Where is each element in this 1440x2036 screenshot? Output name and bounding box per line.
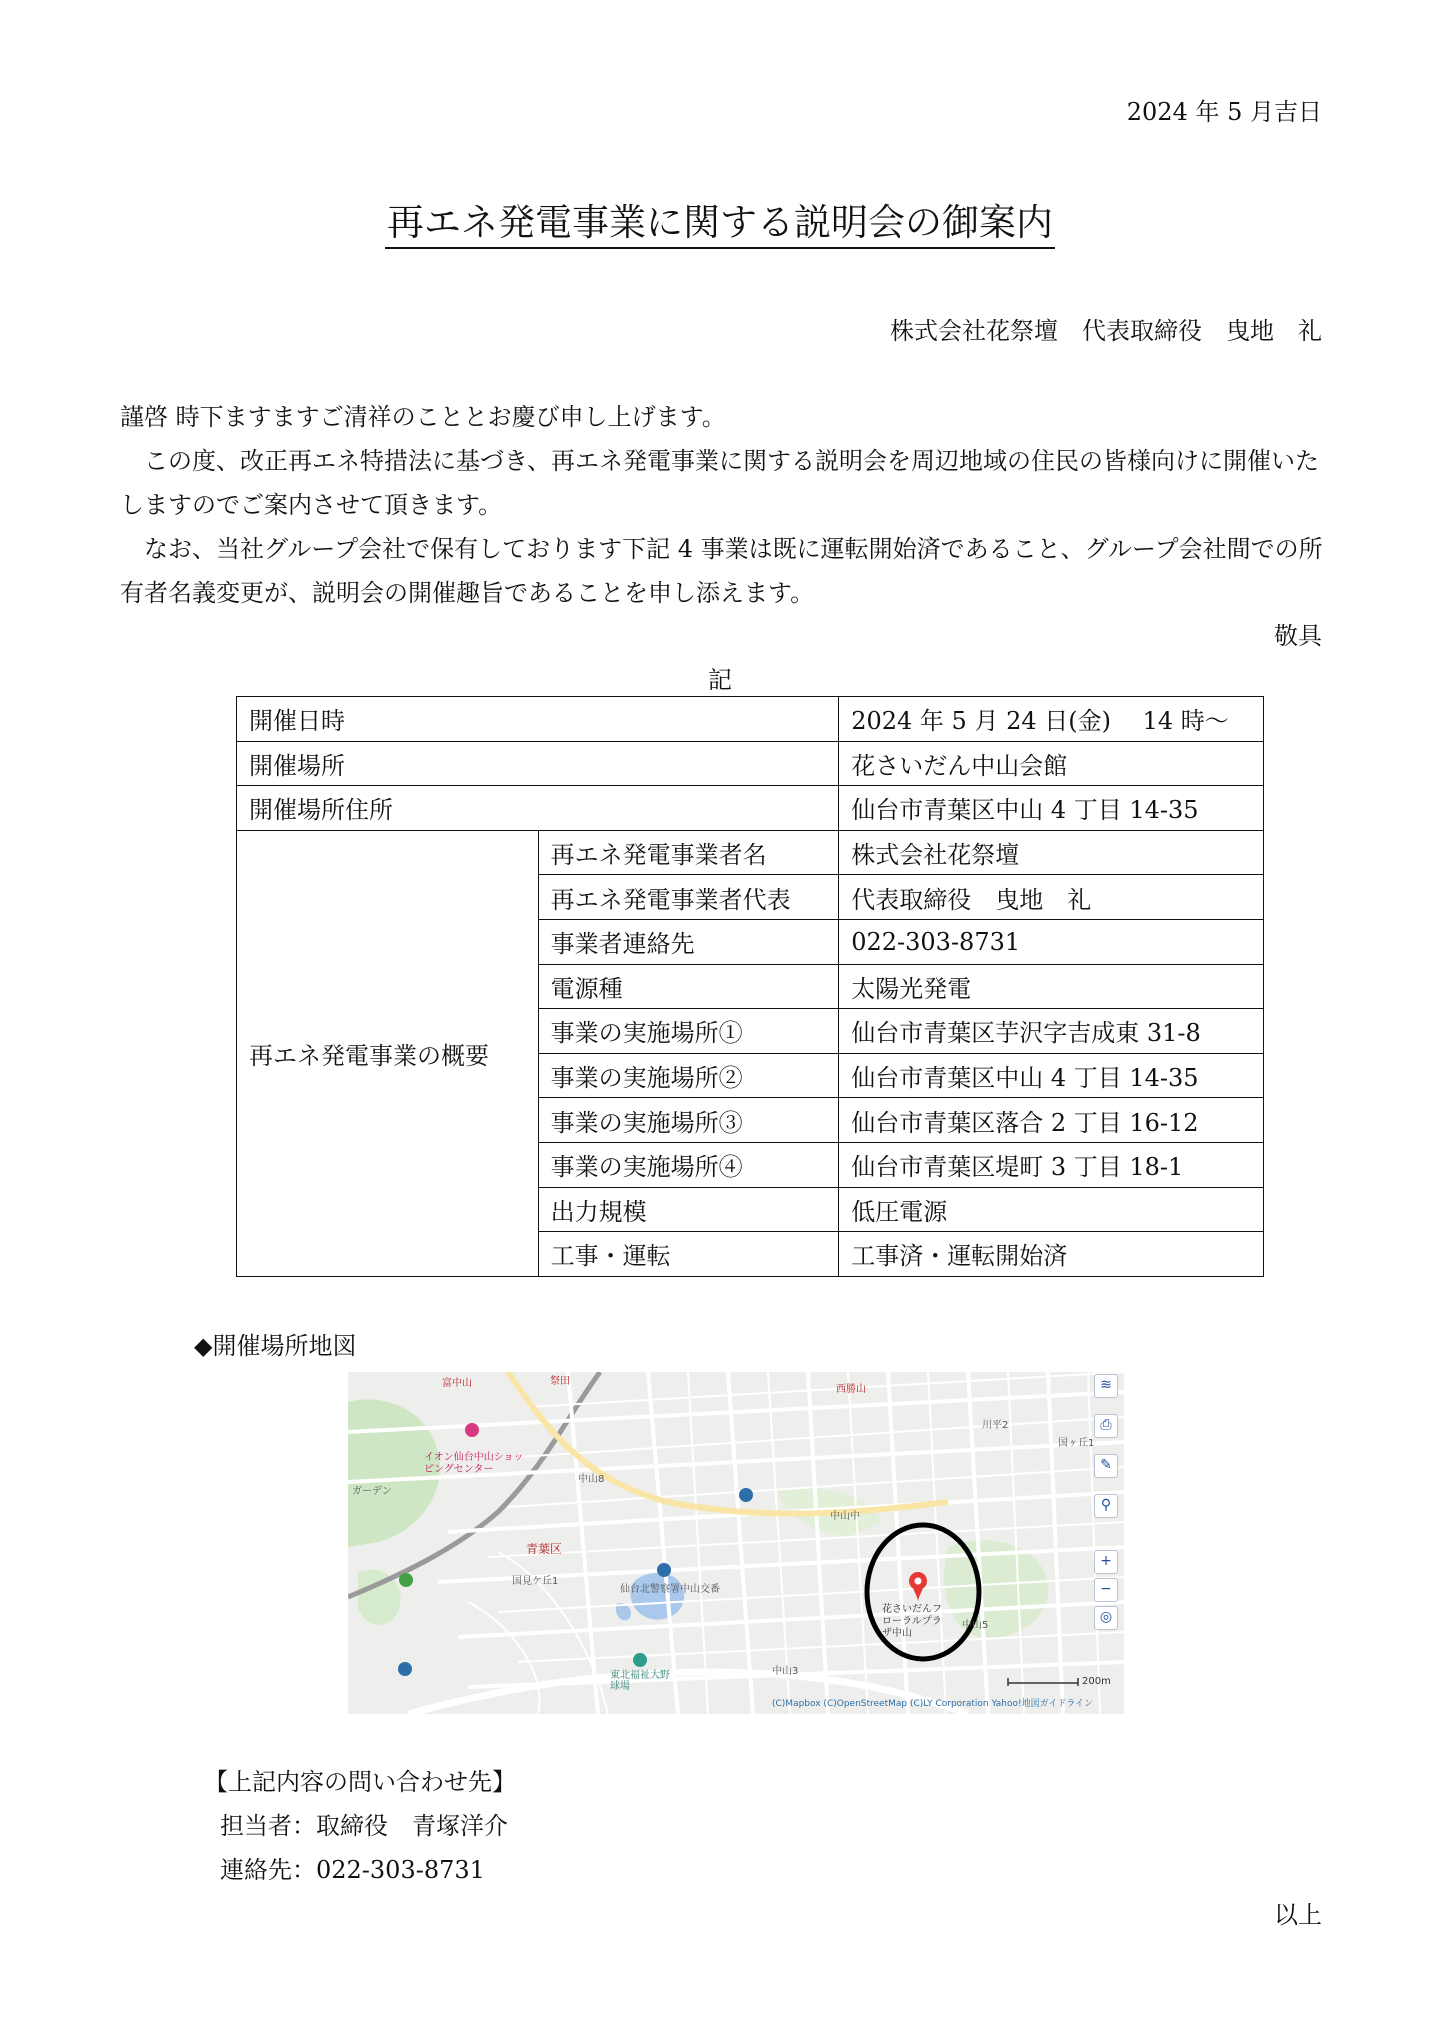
sender-name: 株式会社花祭壇 代表取締役 曳地 礼 <box>890 317 1322 345</box>
row-label: 再エネ発電事業者名 <box>538 830 839 875</box>
date-label: 開催日時 <box>237 697 839 742</box>
venue-map[interactable] <box>348 1372 1124 1714</box>
overview-label: 再エネ発電事業の概要 <box>237 830 539 1276</box>
map-label-venue: 花さいだんフローラルプラザ中山 <box>882 1604 942 1639</box>
print-button[interactable] <box>1094 1414 1118 1438</box>
date-value: 2024 年 5 月 24 日(金) 14 時～ <box>839 697 1264 742</box>
row-value: 代表取締役 曳地 礼 <box>839 875 1264 920</box>
venue-label: 開催場所 <box>237 741 839 786</box>
row-value: 022-303-8731 <box>839 919 1264 964</box>
zoom-out-button[interactable] <box>1094 1578 1118 1602</box>
map-label-nakayama3: 中山3 <box>772 1666 799 1677</box>
current-location-button[interactable] <box>1094 1606 1118 1630</box>
map-scale-label: 200m <box>1082 1676 1111 1687</box>
location-pin-icon: ⚲ <box>1100 1497 1112 1513</box>
document-title <box>0 192 1440 246</box>
row-value: 株式会社花祭壇 <box>839 830 1264 875</box>
map-heading: ◆開催場所地図 <box>194 1332 357 1360</box>
row-label: 工事・運転 <box>538 1232 839 1277</box>
map-label-nakayama5: 中山5 <box>962 1620 989 1631</box>
row-label: 再エネ発電事業者代表 <box>538 875 839 920</box>
row-value: 太陽光発電 <box>839 964 1264 1009</box>
map-label-nishikatsuyama: 西勝山 <box>836 1384 866 1395</box>
document-end: 以上 <box>1274 1901 1322 1929</box>
row-label: 事業の実施場所④ <box>538 1142 839 1187</box>
row-label: 事業者連絡先 <box>538 919 839 964</box>
table-row <box>237 697 1264 742</box>
venue-value: 花さいだん中山会館 <box>839 741 1264 786</box>
map-label-saida: 祭田 <box>550 1376 570 1387</box>
ki-heading: 記 <box>708 666 732 694</box>
ruler-icon: ✎ <box>1100 1457 1112 1473</box>
row-value: 仙台市青葉区堤町 3 丁目 18-1 <box>839 1142 1264 1187</box>
printer-icon: ⎙ <box>1100 1417 1112 1433</box>
map-label-garden: ガーデン <box>352 1486 392 1497</box>
row-value: 低圧電源 <box>839 1187 1264 1232</box>
map-label-kushigaoka: 国見ケ丘1 <box>512 1576 559 1587</box>
contact-heading: 【上記内容の問い合わせ先】 <box>204 1768 516 1796</box>
letter-body <box>120 395 1324 615</box>
map-label-police: 仙台北警察署中山交番 <box>620 1584 720 1595</box>
crosshair-icon: ◎ <box>1099 1609 1113 1625</box>
map-label-nakayamachu: 中山中 <box>830 1511 860 1522</box>
row-value: 仙台市青葉区落合 2 丁目 16-12 <box>839 1098 1264 1143</box>
row-label: 事業の実施場所③ <box>538 1098 839 1143</box>
address-label: 開催場所住所 <box>237 786 839 831</box>
layers-icon: ≋ <box>1100 1377 1112 1393</box>
row-label: 事業の実施場所② <box>538 1053 839 1098</box>
document-title-text: 再エネ発電事業に関する説明会の御案内 <box>385 201 1055 249</box>
measure-button[interactable] <box>1094 1454 1118 1478</box>
map-label-kawadaira2: 川平2 <box>982 1420 1009 1431</box>
document-date: 2024 年 5 月吉日 <box>1126 98 1322 126</box>
pin-button[interactable] <box>1094 1494 1118 1518</box>
table-row <box>237 741 1264 786</box>
event-info-table <box>236 696 1264 1277</box>
layers-button[interactable] <box>1094 1374 1118 1398</box>
contact-phone: 連絡先：022-303-8731 <box>220 1856 485 1884</box>
table-row <box>237 786 1264 831</box>
row-value: 仙台市青葉区芋沢字吉成東 31-8 <box>839 1009 1264 1054</box>
map-attribution[interactable]: (C)Mapbox (C)OpenStreetMap (C)LY Corporation Yahoo!地図ガイドライン <box>772 1699 1094 1709</box>
minus-icon: − <box>1100 1581 1112 1597</box>
address-value: 仙台市青葉区中山 4 丁目 14-35 <box>839 786 1264 831</box>
row-value: 仙台市青葉区中山 4 丁目 14-35 <box>839 1053 1264 1098</box>
plus-icon: + <box>1100 1553 1112 1569</box>
row-value: 工事済・運転開始済 <box>839 1232 1264 1277</box>
greeting-paragraph: 謹啓 時下ますますご清祥のこととお慶び申し上げます。 <box>120 403 726 431</box>
zoom-in-button[interactable] <box>1094 1550 1118 1574</box>
map-label-nakayama8: 中山8 <box>578 1474 605 1485</box>
contact-person: 担当者：取締役 青塚洋介 <box>220 1812 508 1840</box>
closing-keigu: 敬具 <box>1274 622 1322 650</box>
map-label-aoba: 青葉区 <box>526 1542 563 1556</box>
table-row <box>237 830 1264 875</box>
row-label: 電源種 <box>538 964 839 1009</box>
row-label: 事業の実施場所① <box>538 1009 839 1054</box>
map-label-tl: 富中山 <box>442 1378 472 1389</box>
map-label-kunigaoka: 国ヶ丘1 <box>1058 1438 1095 1449</box>
map-label-aeon: イオン仙台中山ショッピングセンター <box>424 1452 524 1475</box>
row-label: 出力規模 <box>538 1187 839 1232</box>
map-label-stadium: 東北福祉大野球場 <box>610 1670 670 1692</box>
note-paragraph: なお、当社グループ会社で保有しております下記 4 事業は既に運転開始済であること、グループ会社間での所有者名義変更が、説明会の開催趣旨であることを申し添えます。 <box>120 535 1323 607</box>
purpose-paragraph: この度、改正再エネ特措法に基づき、再エネ発電事業に関する説明会を周辺地域の住民の皆様向けに開催いたしますのでご案内させて頂きます。 <box>120 447 1320 519</box>
